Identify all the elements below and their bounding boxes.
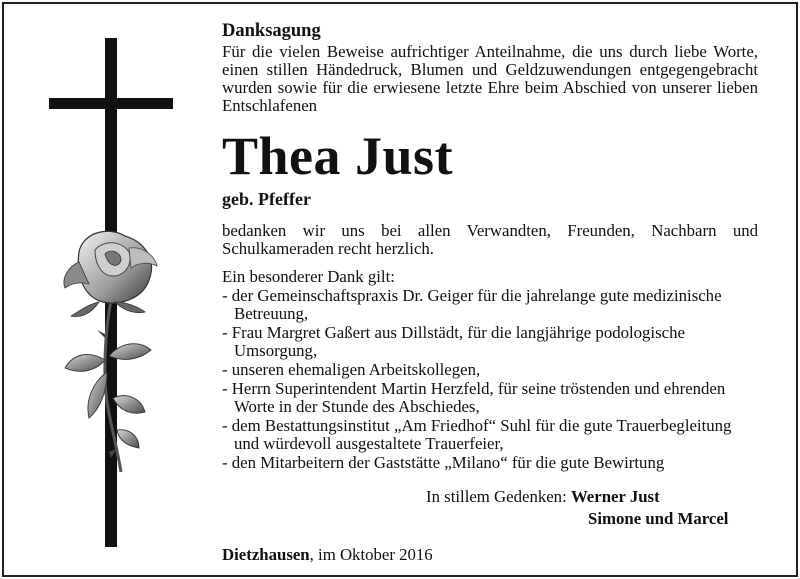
list-item: - Herrn Superintendent Martin Herzfeld, für seine tröstenden und ehrenden Worte in der Stunde des Abschiedes,: [222, 379, 726, 416]
closing-phrase: In stillem Gedenken:: [426, 487, 567, 506]
list-item: - Frau Margret Gaßert aus Dillstädt, für die langjährige podologische Umsorgung,: [222, 323, 685, 360]
main-text: [222, 20, 758, 472]
deceased-name: Thea Just: [222, 126, 454, 186]
thanks-paragraph: bedanken wir uns bei allen Verwandten, Freunden, Nachbarn und Schulkameraden recht herzlich.: [222, 221, 758, 258]
date: , im Oktober 2016: [309, 545, 433, 564]
place-date: [222, 544, 433, 566]
cross-crossbar: [49, 98, 173, 109]
list-item: - den Mitarbeitern der Gaststätte „Milano“ für die gute Bewirtung: [222, 453, 665, 472]
list-item: - der Gemeinschaftspraxis Dr. Geiger für die jahrelange gute medizinische Betreuung,: [222, 286, 722, 323]
mourner-name-2: Simone und Marcel: [588, 509, 729, 528]
heading: Danksagung: [222, 21, 321, 41]
mourner-name-1: Werner Just: [570, 487, 660, 506]
rose-icon: [59, 222, 169, 482]
intro-paragraph: Für die vielen Beweise aufrichtiger Anteilnahme, die uns durch liebe Worte, einen stillen Händedruck, Blumen und Geldzuwendungen entgegengebracht wurden sowie für die erwiesene letzte Ehre beim Abschied von unserer lieben Entschlafenen: [222, 42, 758, 115]
place: Dietzhausen: [222, 545, 310, 564]
list-item: - dem Bestattungsinstitut „Am Friedhof“ Suhl für die gute Trauerbegleitung und würdevoll ausgestaltete Trauerfeier,: [222, 416, 732, 453]
thanks-list: [222, 287, 758, 472]
birth-name: geb. Pfeffer: [222, 189, 311, 209]
special-thanks-intro: Ein besonderer Dank gilt:: [222, 267, 395, 286]
list-item: - unseren ehemaligen Arbeitskollegen,: [222, 360, 481, 379]
closing-block: [426, 486, 729, 528]
obituary-card: [2, 2, 798, 577]
